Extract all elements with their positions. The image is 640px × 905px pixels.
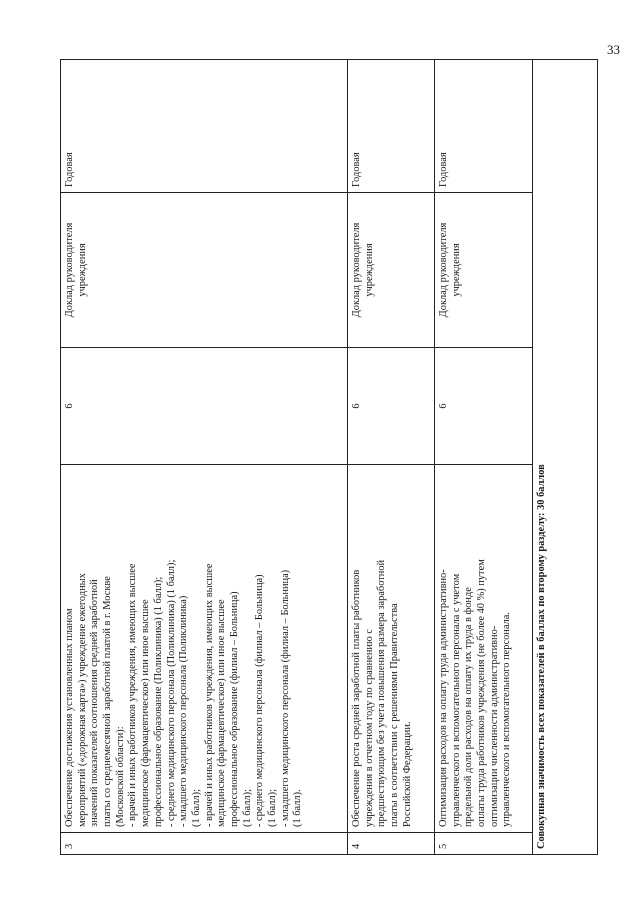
indicator-line: оплаты труда работников учреждения (не более 40 %) путем (476, 559, 488, 827)
table-row (435, 60, 533, 855)
indicator-line: (1 балл); (190, 789, 202, 827)
indicator-line: платы со среднемесячной заработной платой в г. Москве (102, 576, 114, 827)
row-number: 4 (348, 833, 435, 855)
indicator-line: предельной доли расходов на оплату их труда в фонде (463, 587, 475, 827)
indicator-line: (1 балл). (292, 789, 304, 827)
indicator-line: значений показателей соотношения средней заработной (89, 579, 101, 827)
rotated-table-region (60, 60, 597, 855)
indicator-line: (1 балл); (241, 789, 253, 827)
indicator-line: - врачей и иных работников учреждения, имеющих высшее (203, 563, 215, 827)
indicator-line: учреждения в отчетном году по сравнению с (363, 629, 375, 827)
table-row (348, 60, 435, 855)
indicator-cell (348, 465, 435, 833)
indicator-line: платы в соответствии с решениями Правительства (389, 603, 401, 827)
period-cell: Годовая (61, 60, 348, 193)
points-cell: 6 (348, 348, 435, 465)
indicator-line: Оптимизация расходов на оплату труда административно- (438, 569, 449, 827)
points-cell: 6 (435, 348, 533, 465)
indicator-line: медицинское (фармацевтическое) или иное высшее (216, 599, 228, 827)
table-row (61, 60, 348, 855)
indicator-line: Обеспечение роста средней заработной платы работников (351, 569, 362, 827)
indicator-line: - среднего медицинского персонала (Поликлиника) (1 балл); (165, 559, 177, 827)
indicator-line: медицинское (фармацевтическое) или иное высшее (140, 599, 152, 827)
indicator-line: управленческого и вспомогательного персонала. (501, 612, 513, 827)
points-cell: 6 (61, 348, 348, 465)
indicator-line: - среднего медицинского персонала (филиал – Больница) (254, 574, 266, 827)
criteria-table (60, 59, 598, 855)
indicator-line: - младшего медицинского персонала (филиал – Больница) (279, 569, 291, 827)
indicator-line: управленческого и вспомогательного персонала с учетом (450, 573, 462, 827)
source-cell: Доклад руководителя учреждения (435, 193, 533, 348)
indicator-line: мероприятий («дорожная карта») учреждение ежегодных (76, 573, 88, 827)
indicator-cell (435, 465, 533, 833)
indicator-line: Российской Федерации. (401, 721, 413, 827)
indicator-line: предшествующим без учета повышения размера заработной (376, 559, 388, 827)
indicator-cell (61, 465, 348, 833)
indicator-line: - младшего медицинского персонала (Поликлиника) (178, 595, 190, 827)
period-cell: Годовая (348, 60, 435, 193)
row-number: 3 (61, 833, 348, 855)
row-number: 5 (435, 833, 533, 855)
indicator-line: (1 балл); (267, 789, 278, 827)
period-cell: Годовая (435, 60, 533, 193)
indicator-line: - врачей и иных работников учреждения, имеющих высшее (127, 563, 139, 827)
source-cell: Доклад руководителя учреждения (61, 193, 348, 348)
indicator-line: Обеспечение достижения установленных планом (64, 608, 75, 827)
indicator-line: профессиональное образование (Поликлиника) (1 балл); (152, 576, 164, 827)
total-summary: Совокупная значимость всех показателей в баллах по второму разделу: 30 баллов (533, 60, 598, 855)
total-row (533, 60, 598, 855)
indicator-line: оптимизации численности административно- (488, 625, 500, 827)
page-number: 33 (607, 42, 620, 57)
indicator-line: (Московской области): (114, 726, 126, 827)
indicator-line: профессиональное образование (филиал – Больница) (228, 591, 240, 827)
source-cell: Доклад руководителя учреждения (348, 193, 435, 348)
